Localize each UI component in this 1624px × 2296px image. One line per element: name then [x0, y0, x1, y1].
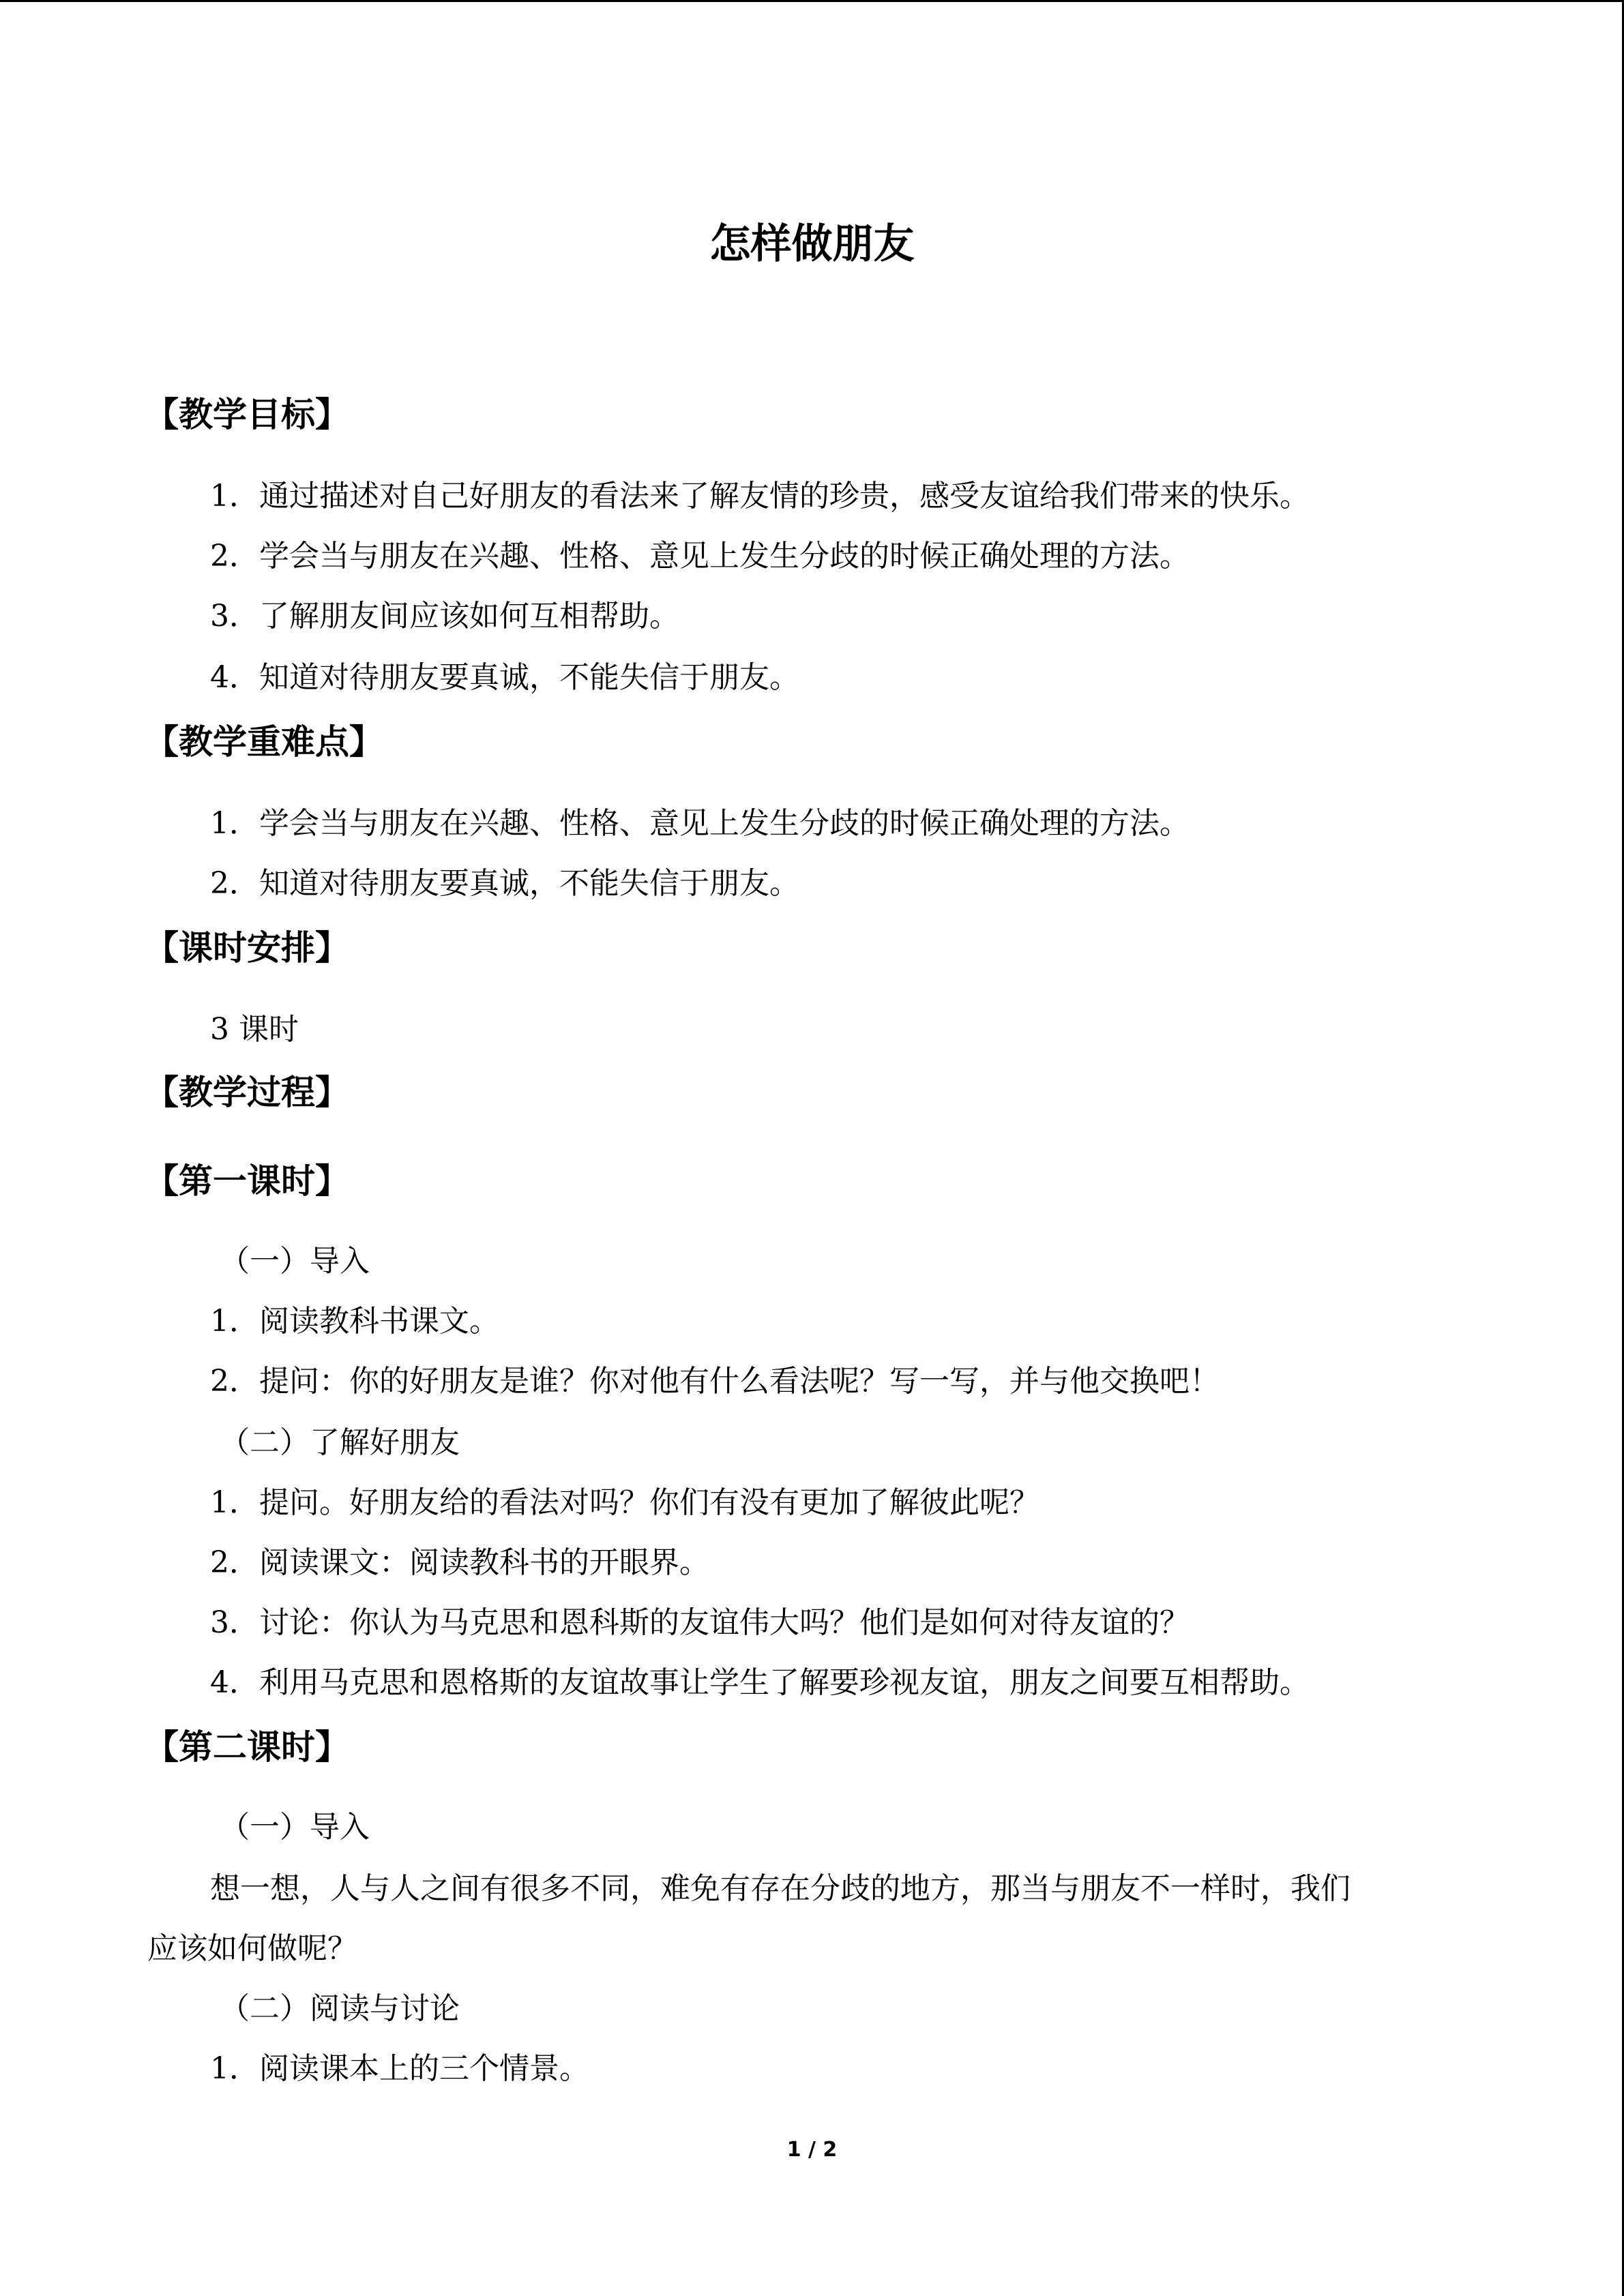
section-heading-process: 【教学过程】	[145, 1073, 349, 1112]
section-heading-key-points: 【教学重难点】	[145, 722, 383, 762]
lesson1-part2-item: 1．提问。好朋友给的看法对吗？你们有没有更加了解彼此呢？	[210, 1485, 1039, 1520]
lesson2-part2-title: （二）阅读与讨论	[220, 1991, 460, 2026]
section-heading-lesson2: 【第二课时】	[145, 1727, 349, 1767]
lesson1-part2-title: （二）了解好朋友	[220, 1425, 460, 1460]
lesson1-part1-title: （一）导入	[220, 1244, 370, 1279]
key-point-item: 2．知道对待朋友要真诚，不能失信于朋友。	[210, 866, 799, 901]
schedule-text: 3 课时	[210, 1012, 299, 1047]
lesson1-part2-item: 4．利用马克思和恩格斯的友谊故事让学生了解要珍视友谊，朋友之间要互相帮助。	[210, 1665, 1310, 1700]
section-heading-schedule: 【课时安排】	[145, 928, 349, 968]
section-heading-objectives: 【教学目标】	[145, 395, 349, 434]
objective-item: 1．通过描述对自己好朋友的看法来了解友情的珍贵，感受友谊给我们带来的快乐。	[210, 479, 1310, 513]
lesson1-part1-item: 2．提问：你的好朋友是谁？你对他有什么看法呢？写一写，并与他交换吧！	[210, 1364, 1220, 1399]
page-number: 1 / 2	[786, 2138, 838, 2162]
lesson2-part2-item: 1．阅读课本上的三个情景。	[210, 2051, 589, 2086]
section-heading-lesson1: 【第一课时】	[145, 1161, 349, 1201]
objective-item: 2．学会当与朋友在兴趣、性格、意见上发生分歧的时候正确处理的方法。	[210, 539, 1190, 573]
lesson2-paragraph-line1: 想一想，人与人之间有很多不同，难免有存在分歧的地方，那当与朋友不一样时，我们	[210, 1871, 1350, 1906]
objective-item: 3．了解朋友间应该如何互相帮助。	[210, 599, 679, 633]
key-point-item: 1．学会当与朋友在兴趣、性格、意见上发生分歧的时候正确处理的方法。	[210, 806, 1190, 841]
lesson1-part2-item: 2．阅读课文：阅读教科书的开眼界。	[210, 1545, 709, 1580]
document-title: 怎样做朋友	[709, 220, 915, 268]
objective-item: 4．知道对待朋友要真诚，不能失信于朋友。	[210, 660, 799, 695]
lesson1-part2-item: 3．讨论：你认为马克思和恩科斯的友谊伟大吗？他们是如何对待友谊的？	[210, 1605, 1190, 1640]
lesson2-paragraph-line2: 应该如何做呢？	[147, 1931, 357, 1966]
lesson2-part1-title: （一）导入	[220, 1810, 370, 1845]
lesson1-part1-item: 1．阅读教科书课文。	[210, 1304, 499, 1339]
